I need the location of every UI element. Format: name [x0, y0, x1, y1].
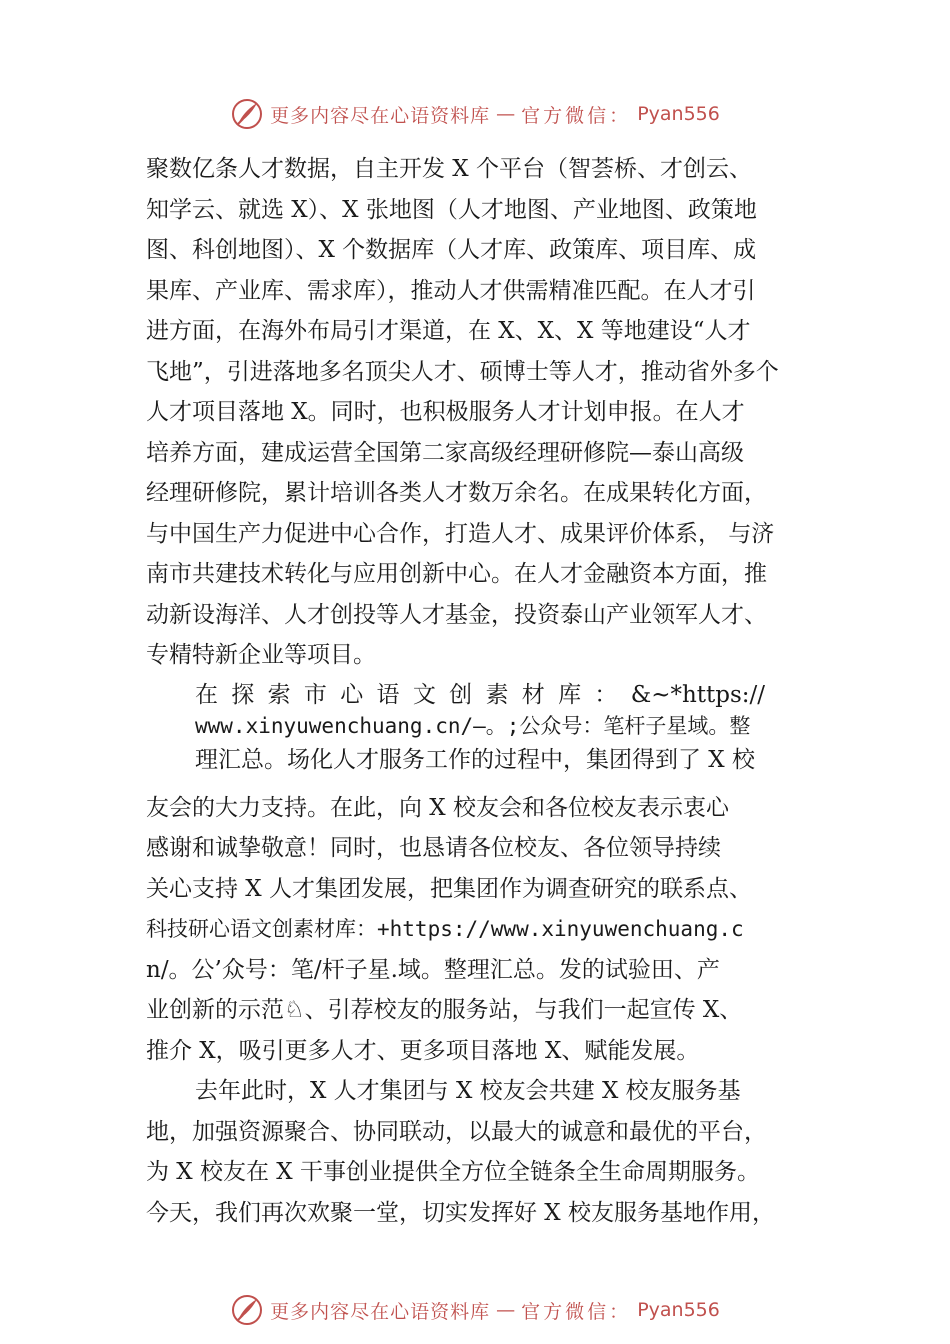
paragraph-1: [146, 149, 822, 676]
text-line: 为 X 校友在 X 干事创业提供全方位全链条全生命周期服务。: [146, 1159, 760, 1185]
paragraph-2: [146, 742, 822, 1072]
text-line: 进方面，在海外布局引才渠道，在 X、X、X 等地建设“人才: [146, 318, 751, 344]
text-line: 培养方面，建成运营全国第二家高级经理研修院—泰山高级: [146, 439, 744, 466]
watermark-line: 在 探 索 市 心 语 文 创 素 材 库 ： &~*https://: [195, 681, 766, 708]
text-line: 感谢和诚挚敬意！同时，也恳请各位校友、各位领导持续: [146, 835, 721, 861]
text-line: 果库、产业库、需求库），推动人才供需精准匹配。在人才引: [146, 277, 756, 304]
text-line: 科技研心语文创素材库：+https://www.xinyuwenchuang.c: [146, 917, 744, 941]
text-line: 专精特新企业等项目。: [146, 642, 376, 668]
text-line: 关心支持 X 人才集团发展，把集团作为调查研究的联系点、: [146, 875, 752, 902]
text-line: 动新设海洋、人才创投等人才基金，投资泰山产业领军人才、: [146, 601, 767, 628]
text-line: 图、科创地图）、X 个数据库（人才库、政策库、项目库、成: [146, 237, 757, 263]
banner-wechat-label: 官方微信：: [521, 1300, 632, 1323]
text-line: 知学云、就选 X）、X 张地图（人才地图、产业地图、政策地: [146, 196, 757, 223]
header-watermark-banner: [0, 94, 950, 134]
paragraph-3: [146, 1071, 822, 1233]
text-line: n/。公’众号：笔/杆子星.域。整理汇总。发的试验田、产: [146, 956, 720, 983]
document-body: [146, 149, 822, 1233]
text-line: 今天，我们再次欢聚一堂，切实发挥好 X 校友服务基地作用，: [146, 1199, 775, 1226]
text-line: 经理研修院，累计培训各类人才数万余名。在成果转化方面，: [146, 480, 767, 506]
text-line: 友会的大力支持。在此，向 X 校友会和各位校友表示衷心: [146, 794, 729, 821]
banner-brand: 更多内容尽在心语资料库: [270, 1300, 491, 1323]
text-line: 去年此时，X 人才集团与 X 校友会共建 X 校友服务基: [195, 1078, 741, 1104]
quill-logo-icon: [230, 1293, 264, 1327]
text-line: 南市共建技术转化与应用创新中心。在人才金融资本方面，推: [146, 561, 767, 587]
inserted-watermark-text: [146, 680, 822, 742]
text-line: 人才项目落地 X。同时，也积极服务人才计划申报。在人才: [146, 399, 745, 425]
footer-watermark-banner: [0, 1290, 950, 1330]
text-line: 飞地”，引进落地多名顶尖人才、硕博士等人才，推动省外多个: [146, 358, 779, 385]
banner-brand: 更多内容尽在心语资料库: [270, 104, 491, 127]
banner-wechat-label: 官方微信：: [521, 104, 632, 127]
text-line: 推介 X，吸引更多人才、更多项目落地 X、赋能发展。: [146, 1037, 700, 1064]
banner-dash: —: [496, 103, 516, 125]
banner-handle: Pyan556: [637, 1299, 720, 1321]
text-line: 业创新的示范♘、引荐校友的服务站，与我们一起宣传 X、: [146, 997, 743, 1023]
text-line: 理汇总。场化人才服务工作的过程中，集团得到了 X 校: [195, 746, 755, 773]
text-line: 与中国生产力促进中心合作，打造人才、成果评价体系， 与济: [146, 520, 775, 547]
watermark-line: www.xinyuwenchuang.cn/—。;公众号：笔杆子星域。整: [195, 713, 751, 738]
banner-handle: Pyan556: [637, 103, 720, 125]
banner-dash: —: [496, 1299, 516, 1321]
text-line: 地，加强资源聚合、协同联动，以最大的诚意和最优的平台，: [146, 1118, 767, 1145]
text-line: 聚数亿条人才数据，自主开发 X 个平台（智荟桥、才创云、: [146, 156, 752, 182]
quill-logo-icon: [230, 97, 264, 131]
